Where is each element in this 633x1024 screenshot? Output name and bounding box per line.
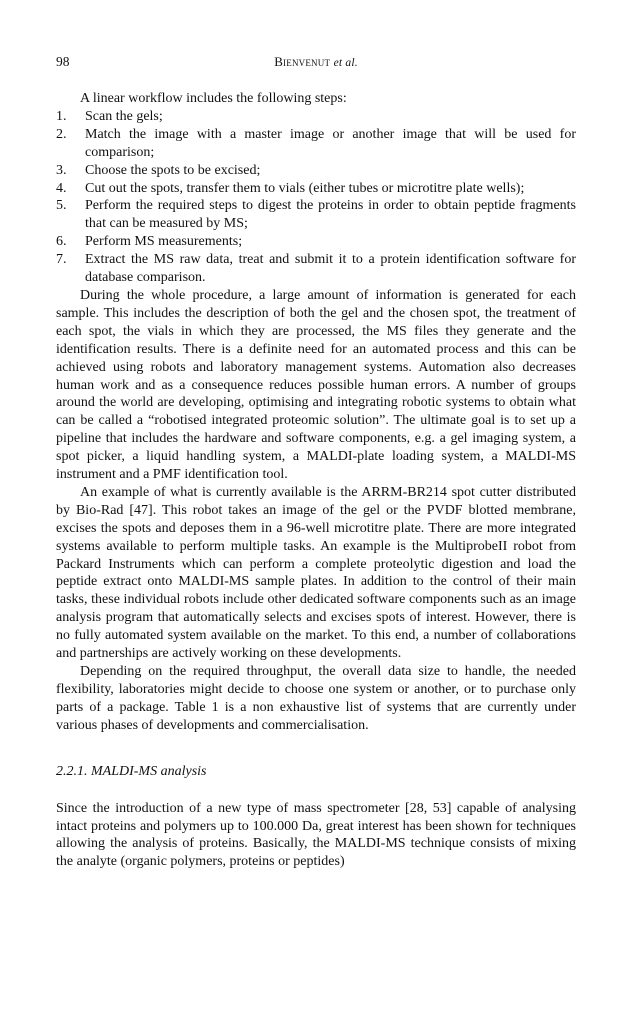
page-number: 98 xyxy=(56,54,70,69)
step-number: 5. xyxy=(56,198,67,214)
step-number: 3. xyxy=(56,162,67,178)
running-head xyxy=(56,52,576,72)
paragraph-maldi-intro: Since the introduction of a new type of mass spectrometer [28, 53] capable of analysing intact proteins and polymers up to 100.000 Da, great interest has been shown for techniques allowing the analysis of proteins. Basically, the MALDI-MS technique consists of mixing the analyte (organic polymers, proteins or peptides) xyxy=(56,800,576,870)
workflow-step-3 xyxy=(56,162,576,180)
workflow-intro: A linear workflow includes the following steps: xyxy=(80,91,347,106)
step-text: Perform the required steps to digest the proteins in order to obtain peptide fragments that can be measured by MS; xyxy=(85,198,576,232)
workflow-steps-list xyxy=(56,108,576,287)
running-title-author: Bienvenut xyxy=(274,54,331,69)
step-text: Cut out the spots, transfer them to vials (either tubes or microtitre plate wells); xyxy=(85,180,525,196)
paragraph-throughput: Depending on the required throughput, the overall data size to handle, the needed flexibility, laboratories might decide to choose one system or another, or to purchase only parts of a package. Table 1 is a non exhaustive list of systems that are currently under various phases of developments and commercialisation. xyxy=(56,664,576,733)
workflow-step-2 xyxy=(56,126,576,162)
paragraph-automation: During the whole procedure, a large amount of information is generated for each sample. This includes the description of both the gel and the chosen spot, the treatment of each spot, the vials in which they are processed, the MS files they generate and the identification results. There is a definite need for an automated process and this can be achieved using robots and laboratory management systems. Automation also decreases human work and as a consequence reduces possible human errors. A number of groups around the world are developing, optimising and integrating robotic systems to obtain what can be called a “robotised integrated proteomic solution”. The ultimate goal is to set up a pipeline that includes the hardware and software components, e.g. a gel imaging system, a spot picker, a liquid handling system, a MALDI-plate loading system, a MALDI-MS instrument and a PMF identification tool. xyxy=(56,287,576,483)
paragraph-spot-cutter: An example of what is currently available is the ARRM-BR214 spot cutter distributed by Bio-Rad [47]. This robot takes an image of the gel or the PVDF blotted membrane, excises the spots and deposes them in a 96-well microtitre plate. There are more integrated systems available to perform multiple tasks. An example is the MultiprobeII robot from Packard Instruments which can perform a complete proteolytic digestion and load the peptide extract onto MALDI-MS sample plates. In addition to the control of their main tasks, these individual robots include other dedicated software components such as an image analysis program that automatically selects and excises spots of interest. However, there is no fully automated system available on the market. To this end, a number of collaborations and partnerships are actively working on these developments. xyxy=(56,484,576,662)
running-title xyxy=(56,52,576,73)
workflow-step-7 xyxy=(56,251,576,287)
step-number: 2. xyxy=(56,126,67,142)
workflow-step-5 xyxy=(56,197,576,233)
body-text xyxy=(56,90,576,871)
step-number: 6. xyxy=(56,234,67,250)
step-text: Match the image with a master image or another image that will be used for comparison; xyxy=(85,126,576,160)
workflow-step-1 xyxy=(56,108,576,126)
step-text: Scan the gels; xyxy=(85,108,163,124)
step-text: Extract the MS raw data, treat and submit it to a protein identification software for database comparison. xyxy=(85,252,576,286)
section-heading-maldi: 2.2.1. MALDI-MS analysis xyxy=(56,763,207,779)
workflow-step-6 xyxy=(56,233,576,251)
workflow-step-4 xyxy=(56,180,576,198)
step-text: Choose the spots to be excised; xyxy=(85,162,261,178)
step-number: 1. xyxy=(56,108,67,124)
step-number: 4. xyxy=(56,180,67,196)
running-title-et-al: et al. xyxy=(333,57,358,69)
book-page xyxy=(56,52,576,871)
step-number: 7. xyxy=(56,252,67,268)
step-text: Perform MS measurements; xyxy=(85,234,243,250)
